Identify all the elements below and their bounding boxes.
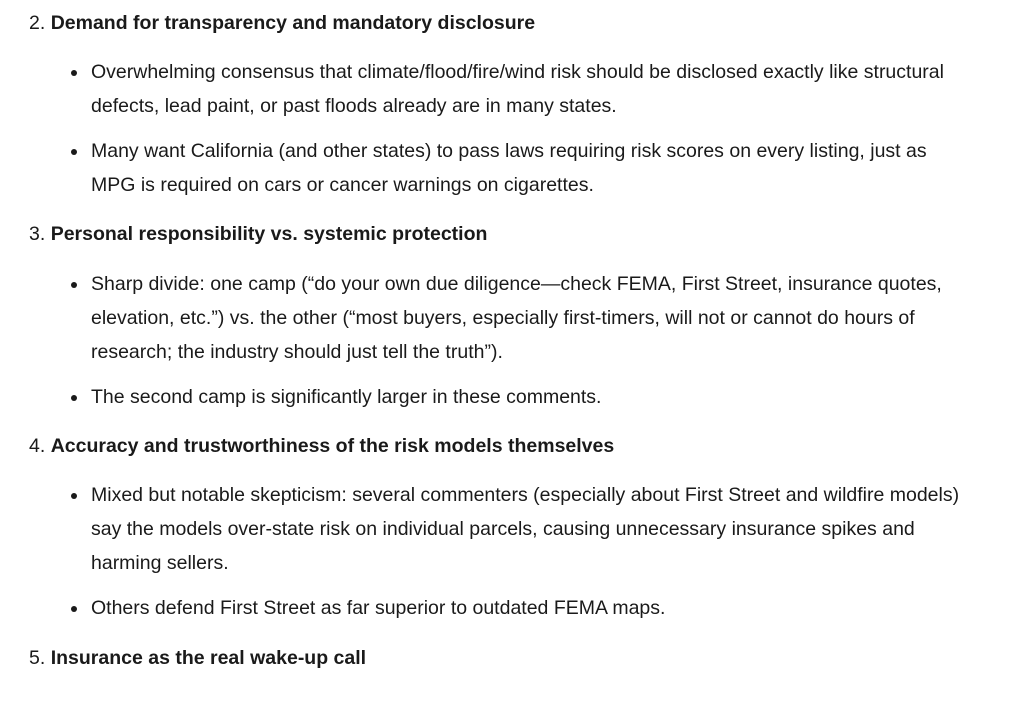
section-2: [0, 11, 1011, 35]
section-4-list-b: [0, 591, 990, 625]
list-item: [0, 134, 990, 202]
section-3: [0, 222, 1011, 246]
section-3-list: [0, 267, 990, 369]
section-heading: [0, 222, 1011, 246]
section-title: Demand for transparency and mandatory disclosure: [50, 12, 536, 34]
section-number: 3.: [29, 223, 46, 245]
bullet-icon: [71, 395, 77, 401]
list-item-text: Sharp divide: one camp (“do your own due diligence—check FEMA, First Street, insurance quotes, elevation, etc.”) vs. the other (“most buyers, especially first-timers, will not or cannot do hours of research; the industry should just tell the truth”).: [91, 273, 942, 363]
section-number: 2.: [29, 12, 46, 34]
list-item-text: Overwhelming consensus that climate/flood/fire/wind risk should be disclosed exactly like structural defects, lead paint, or past floods already are in many states.: [91, 61, 944, 117]
section-heading: [0, 646, 1011, 670]
section-5: [0, 646, 1011, 670]
section-number: 5.: [29, 647, 46, 669]
list-item: [0, 478, 990, 580]
section-2-list-b: [0, 134, 990, 202]
bullet-icon: [71, 70, 77, 76]
list-item: [0, 591, 990, 625]
section-title: Accuracy and trustworthiness of the risk models themselves: [50, 435, 615, 457]
section-title: Insurance as the real wake-up call: [50, 647, 367, 669]
section-title: Personal responsibility vs. systemic protection: [50, 223, 488, 245]
list-item: [0, 380, 990, 414]
section-2-list: [0, 55, 990, 123]
list-item: [0, 55, 990, 123]
list-item: [0, 267, 990, 369]
list-item-text: Many want California (and other states) to pass laws requiring risk scores on every listing, just as MPG is required on cars or cancer warnings on cigarettes.: [91, 140, 927, 196]
bullet-icon: [71, 493, 77, 499]
section-number: 4.: [29, 435, 46, 457]
section-heading: [0, 11, 1011, 35]
list-item-text: Others defend First Street as far superior to outdated FEMA maps.: [91, 597, 666, 619]
section-3-list-b: [0, 380, 990, 414]
section-4-list: [0, 478, 990, 580]
bullet-icon: [71, 149, 77, 155]
section-heading: [0, 434, 1011, 458]
section-4: [0, 434, 1011, 458]
list-item-text: The second camp is significantly larger in these comments.: [91, 386, 602, 408]
list-item-text: Mixed but notable skepticism: several commenters (especially about First Street and wildfire models) say the models over-state risk on individual parcels, causing unnecessary insurance spikes and harming sellers.: [91, 484, 960, 574]
bullet-icon: [71, 606, 77, 612]
bullet-icon: [71, 282, 77, 288]
